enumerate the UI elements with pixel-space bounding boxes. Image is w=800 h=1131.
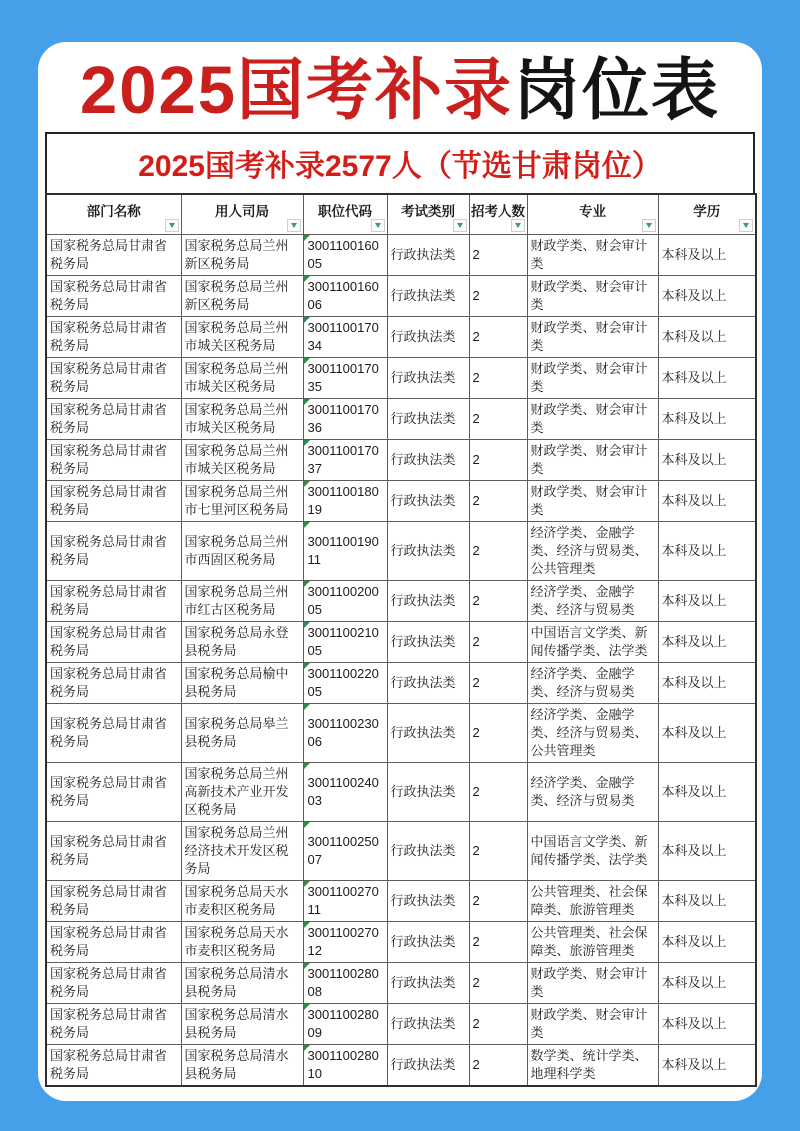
header-bureau-label: 用人司局 <box>215 204 269 220</box>
cell-department: 国家税务总局甘肃省税务局 <box>46 704 181 763</box>
cell-position-code <box>303 1004 387 1045</box>
filter-dropdown-icon[interactable] <box>642 219 656 232</box>
cell-education: 本科及以上 <box>658 822 756 881</box>
cell-position-code <box>303 358 387 399</box>
cell-position-code <box>303 276 387 317</box>
cell-recruit-count: 2 <box>469 663 527 704</box>
cell-bureau: 国家税务总局兰州新区税务局 <box>181 276 303 317</box>
cell-department: 国家税务总局甘肃省税务局 <box>46 763 181 822</box>
cell-department: 国家税务总局甘肃省税务局 <box>46 276 181 317</box>
cell-recruit-count: 2 <box>469 963 527 1004</box>
cell-recruit-count: 2 <box>469 581 527 622</box>
cell-major: 中国语言文学类、新闻传播学类、法学类 <box>527 622 658 663</box>
position-code-text: 300110018019 <box>307 484 379 518</box>
cell-exam-category: 行政执法类 <box>387 1004 469 1045</box>
header-department <box>46 194 181 235</box>
cell-bureau: 国家税务总局兰州市西固区税务局 <box>181 522 303 581</box>
cell-bureau: 国家税务总局兰州市七里河区税务局 <box>181 481 303 522</box>
position-code-text: 300110017037 <box>307 443 379 477</box>
cell-position-code <box>303 399 387 440</box>
cell-flag-icon <box>304 704 310 710</box>
cell-position-code <box>303 317 387 358</box>
cell-major: 公共管理类、社会保障类、旅游管理类 <box>527 881 658 922</box>
positions-table-body <box>46 235 756 1087</box>
cell-exam-category: 行政执法类 <box>387 235 469 276</box>
header-position-code-label: 职位代码 <box>318 204 372 220</box>
position-code-text: 300110017036 <box>307 402 379 436</box>
cell-recruit-count: 2 <box>469 1045 527 1087</box>
cell-exam-category: 行政执法类 <box>387 1045 469 1087</box>
filter-dropdown-icon[interactable] <box>287 219 301 232</box>
cell-major: 经济学类、金融学类、经济与贸易类 <box>527 581 658 622</box>
table-row <box>46 481 756 522</box>
header-recruit-count <box>469 194 527 235</box>
header-bureau <box>181 194 303 235</box>
subtitle-banner: 2025国考补录2577人（节选甘肃岗位） <box>45 132 755 195</box>
cell-education: 本科及以上 <box>658 522 756 581</box>
cell-recruit-count: 2 <box>469 881 527 922</box>
cell-flag-icon <box>304 622 310 628</box>
cell-position-code <box>303 522 387 581</box>
cell-department: 国家税务总局甘肃省税务局 <box>46 822 181 881</box>
cell-recruit-count: 2 <box>469 763 527 822</box>
table-row <box>46 663 756 704</box>
cell-department: 国家税务总局甘肃省税务局 <box>46 481 181 522</box>
cell-recruit-count: 2 <box>469 822 527 881</box>
cell-exam-category: 行政执法类 <box>387 481 469 522</box>
cell-bureau: 国家税务总局皋兰县税务局 <box>181 704 303 763</box>
table-row <box>46 440 756 481</box>
position-code-text: 300110025007 <box>307 834 379 868</box>
cell-exam-category: 行政执法类 <box>387 704 469 763</box>
cell-major: 财政学类、财会审计类 <box>527 317 658 358</box>
cell-education: 本科及以上 <box>658 663 756 704</box>
table-row <box>46 622 756 663</box>
cell-education: 本科及以上 <box>658 881 756 922</box>
position-code-text: 300110027012 <box>307 925 379 959</box>
position-code-text: 300110021005 <box>307 625 379 659</box>
cell-major: 财政学类、财会审计类 <box>527 399 658 440</box>
table-row <box>46 317 756 358</box>
cell-bureau: 国家税务总局兰州市城关区税务局 <box>181 440 303 481</box>
cell-education: 本科及以上 <box>658 704 756 763</box>
cell-position-code <box>303 763 387 822</box>
cell-recruit-count: 2 <box>469 522 527 581</box>
cell-recruit-count: 2 <box>469 704 527 763</box>
cell-flag-icon <box>304 1045 310 1051</box>
cell-bureau: 国家税务总局兰州新区税务局 <box>181 235 303 276</box>
table-row <box>46 963 756 1004</box>
positions-table <box>45 193 757 1088</box>
page-title-red-part: 2025国考补录 <box>79 53 514 128</box>
cell-flag-icon <box>304 276 310 282</box>
cell-education: 本科及以上 <box>658 235 756 276</box>
page-title-black-part: 岗位表 <box>513 53 721 128</box>
cell-flag-icon <box>304 763 310 769</box>
cell-department: 国家税务总局甘肃省税务局 <box>46 881 181 922</box>
cell-recruit-count: 2 <box>469 317 527 358</box>
table-row <box>46 763 756 822</box>
cell-exam-category: 行政执法类 <box>387 358 469 399</box>
cell-education: 本科及以上 <box>658 358 756 399</box>
cell-bureau: 国家税务总局天水市麦积区税务局 <box>181 881 303 922</box>
cell-education: 本科及以上 <box>658 581 756 622</box>
header-position-code <box>303 194 387 235</box>
header-department-label: 部门名称 <box>86 204 141 220</box>
position-code-text: 300110020005 <box>307 584 379 618</box>
cell-recruit-count: 2 <box>469 358 527 399</box>
cell-bureau: 国家税务总局兰州市城关区税务局 <box>181 317 303 358</box>
cell-bureau: 国家税务总局清水县税务局 <box>181 963 303 1004</box>
cell-department: 国家税务总局甘肃省税务局 <box>46 581 181 622</box>
cell-position-code <box>303 622 387 663</box>
position-code-text: 300110016006 <box>307 279 379 313</box>
cell-major: 经济学类、金融学类、经济与贸易类、公共管理类 <box>527 522 658 581</box>
cell-department: 国家税务总局甘肃省税务局 <box>46 963 181 1004</box>
cell-department: 国家税务总局甘肃省税务局 <box>46 317 181 358</box>
cell-education: 本科及以上 <box>658 1045 756 1087</box>
cell-flag-icon <box>304 581 310 587</box>
cell-flag-icon <box>304 1004 310 1010</box>
header-recruit-count-label: 招考人数 <box>471 204 525 220</box>
cell-position-code <box>303 440 387 481</box>
position-code-text: 300110027011 <box>307 884 379 918</box>
cell-bureau: 国家税务总局兰州经济技术开发区税务局 <box>181 822 303 881</box>
cell-position-code <box>303 1045 387 1087</box>
cell-major: 数学类、统计学类、地理科学类 <box>527 1045 658 1087</box>
cell-recruit-count: 2 <box>469 481 527 522</box>
cell-position-code <box>303 822 387 881</box>
cell-major: 经济学类、金融学类、经济与贸易类 <box>527 763 658 822</box>
cell-recruit-count: 2 <box>469 235 527 276</box>
cell-exam-category: 行政执法类 <box>387 922 469 963</box>
page-title <box>45 53 755 128</box>
cell-major: 经济学类、金融学类、经济与贸易类、公共管理类 <box>527 704 658 763</box>
cell-flag-icon <box>304 922 310 928</box>
cell-bureau: 国家税务总局清水县税务局 <box>181 1045 303 1087</box>
cell-major: 财政学类、财会审计类 <box>527 440 658 481</box>
cell-recruit-count: 2 <box>469 440 527 481</box>
position-code-text: 300110028010 <box>307 1048 379 1082</box>
filter-dropdown-icon[interactable] <box>739 219 753 232</box>
filter-dropdown-icon[interactable] <box>511 219 525 232</box>
cell-exam-category: 行政执法类 <box>387 622 469 663</box>
cell-education: 本科及以上 <box>658 276 756 317</box>
cell-department: 国家税务总局甘肃省税务局 <box>46 1045 181 1087</box>
cell-department: 国家税务总局甘肃省税务局 <box>46 235 181 276</box>
cell-position-code <box>303 963 387 1004</box>
cell-education: 本科及以上 <box>658 317 756 358</box>
table-row <box>46 235 756 276</box>
cell-education: 本科及以上 <box>658 963 756 1004</box>
cell-major: 财政学类、财会审计类 <box>527 358 658 399</box>
table-row <box>46 581 756 622</box>
cell-flag-icon <box>304 440 310 446</box>
filter-dropdown-icon[interactable] <box>453 219 467 232</box>
cell-major: 财政学类、财会审计类 <box>527 235 658 276</box>
cell-flag-icon <box>304 317 310 323</box>
cell-education: 本科及以上 <box>658 763 756 822</box>
cell-flag-icon <box>304 822 310 828</box>
cell-bureau: 国家税务总局榆中县税务局 <box>181 663 303 704</box>
cell-exam-category: 行政执法类 <box>387 822 469 881</box>
cell-education: 本科及以上 <box>658 922 756 963</box>
cell-position-code <box>303 235 387 276</box>
position-code-text: 300110023006 <box>307 716 379 750</box>
position-code-text: 300110022005 <box>307 666 379 700</box>
cell-exam-category: 行政执法类 <box>387 440 469 481</box>
cell-major: 财政学类、财会审计类 <box>527 481 658 522</box>
table-row <box>46 276 756 317</box>
cell-bureau: 国家税务总局清水县税务局 <box>181 1004 303 1045</box>
cell-bureau: 国家税务总局兰州高新技术产业开发区税务局 <box>181 763 303 822</box>
table-row <box>46 1004 756 1045</box>
header-major-label: 专业 <box>579 204 606 220</box>
cell-exam-category: 行政执法类 <box>387 881 469 922</box>
cell-recruit-count: 2 <box>469 399 527 440</box>
cell-department: 国家税务总局甘肃省税务局 <box>46 922 181 963</box>
cell-recruit-count: 2 <box>469 1004 527 1045</box>
position-code-text: 300110028008 <box>307 966 379 1000</box>
cell-exam-category: 行政执法类 <box>387 276 469 317</box>
table-row <box>46 399 756 440</box>
table-header-row <box>46 194 756 235</box>
cell-recruit-count: 2 <box>469 622 527 663</box>
cell-flag-icon <box>304 663 310 669</box>
cell-exam-category: 行政执法类 <box>387 399 469 440</box>
header-major <box>527 194 658 235</box>
cell-education: 本科及以上 <box>658 399 756 440</box>
cell-exam-category: 行政执法类 <box>387 581 469 622</box>
cell-education: 本科及以上 <box>658 622 756 663</box>
cell-exam-category: 行政执法类 <box>387 317 469 358</box>
cell-bureau: 国家税务总局永登县税务局 <box>181 622 303 663</box>
table-row <box>46 881 756 922</box>
table-row <box>46 922 756 963</box>
cell-flag-icon <box>304 399 310 405</box>
position-code-text: 300110024003 <box>307 775 379 809</box>
cell-flag-icon <box>304 963 310 969</box>
position-code-text: 300110017035 <box>307 361 379 395</box>
position-code-text: 300110019011 <box>307 534 379 568</box>
cell-department: 国家税务总局甘肃省税务局 <box>46 622 181 663</box>
cell-position-code <box>303 704 387 763</box>
cell-exam-category: 行政执法类 <box>387 663 469 704</box>
cell-department: 国家税务总局甘肃省税务局 <box>46 399 181 440</box>
cell-major: 公共管理类、社会保障类、旅游管理类 <box>527 922 658 963</box>
cell-bureau: 国家税务总局兰州市红古区税务局 <box>181 581 303 622</box>
cell-exam-category: 行政执法类 <box>387 963 469 1004</box>
cell-major: 财政学类、财会审计类 <box>527 963 658 1004</box>
position-code-text: 300110017034 <box>307 320 379 354</box>
table-row <box>46 704 756 763</box>
cell-major: 财政学类、财会审计类 <box>527 276 658 317</box>
poster-card <box>38 42 762 1101</box>
filter-dropdown-icon[interactable] <box>371 219 385 232</box>
cell-department: 国家税务总局甘肃省税务局 <box>46 522 181 581</box>
table-row <box>46 522 756 581</box>
cell-department: 国家税务总局甘肃省税务局 <box>46 1004 181 1045</box>
cell-department: 国家税务总局甘肃省税务局 <box>46 358 181 399</box>
header-exam-category-label: 考试类别 <box>401 204 455 220</box>
table-row <box>46 358 756 399</box>
cell-flag-icon <box>304 481 310 487</box>
cell-exam-category: 行政执法类 <box>387 522 469 581</box>
cell-department: 国家税务总局甘肃省税务局 <box>46 663 181 704</box>
cell-flag-icon <box>304 522 310 528</box>
cell-flag-icon <box>304 358 310 364</box>
filter-dropdown-icon[interactable] <box>165 219 179 232</box>
cell-major: 中国语言文学类、新闻传播学类、法学类 <box>527 822 658 881</box>
header-exam-category <box>387 194 469 235</box>
cell-department: 国家税务总局甘肃省税务局 <box>46 440 181 481</box>
cell-recruit-count: 2 <box>469 922 527 963</box>
position-code-text: 300110028009 <box>307 1007 379 1041</box>
cell-recruit-count: 2 <box>469 276 527 317</box>
cell-education: 本科及以上 <box>658 440 756 481</box>
cell-education: 本科及以上 <box>658 481 756 522</box>
cell-position-code <box>303 663 387 704</box>
cell-position-code <box>303 922 387 963</box>
header-education <box>658 194 756 235</box>
cell-major: 财政学类、财会审计类 <box>527 1004 658 1045</box>
cell-position-code <box>303 481 387 522</box>
header-education-label: 学历 <box>693 204 721 220</box>
table-row <box>46 1045 756 1087</box>
position-code-text: 300110016005 <box>307 238 379 272</box>
table-row <box>46 822 756 881</box>
cell-position-code <box>303 881 387 922</box>
cell-education: 本科及以上 <box>658 1004 756 1045</box>
cell-major: 经济学类、金融学类、经济与贸易类 <box>527 663 658 704</box>
cell-bureau: 国家税务总局兰州市城关区税务局 <box>181 358 303 399</box>
cell-flag-icon <box>304 881 310 887</box>
cell-flag-icon <box>304 235 310 241</box>
cell-exam-category: 行政执法类 <box>387 763 469 822</box>
cell-position-code <box>303 581 387 622</box>
cell-bureau: 国家税务总局天水市麦积区税务局 <box>181 922 303 963</box>
cell-bureau: 国家税务总局兰州市城关区税务局 <box>181 399 303 440</box>
